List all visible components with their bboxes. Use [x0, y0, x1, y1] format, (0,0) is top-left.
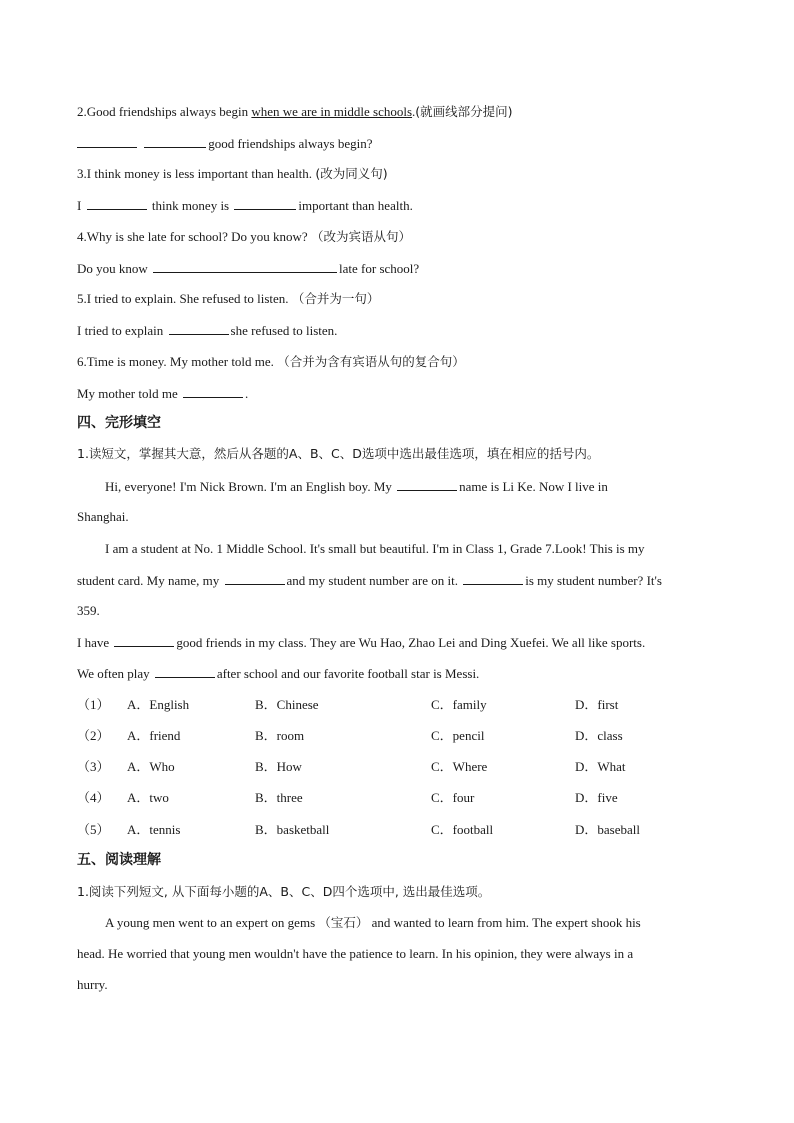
cloze-text: is my student number? It's [525, 573, 662, 588]
option-d[interactable]: D．five [575, 790, 618, 805]
option-number: （4） [77, 790, 110, 805]
q5-text: 5.I tried to explain. She refused to listen. [77, 291, 292, 306]
cloze-paragraph-2-line-1: I am a student at No. 1 Middle School. It's small but beautiful. I'm in Class 1, Grade 7.Look! This is my [105, 541, 645, 556]
cloze-blank-1[interactable] [397, 478, 457, 491]
cloze-paragraph-3-line-2 [77, 665, 479, 682]
cloze-paragraph-3-line-1 [77, 634, 645, 651]
question-6-answer [77, 385, 248, 402]
q2-underlined-phrase: when we are in middle schools [251, 104, 413, 119]
answer-blank[interactable] [153, 260, 337, 273]
option-number: （3） [77, 759, 110, 774]
q4-ans-b: late for school? [339, 261, 420, 276]
section-4-title: 四、完形填空 [77, 415, 161, 431]
option-a[interactable]: A．English [127, 697, 190, 712]
q3-note: (改为同义句) [315, 166, 388, 181]
answer-blank[interactable] [77, 135, 137, 148]
cloze-blank-3[interactable] [463, 572, 523, 585]
section-4-instruction: 1.读短文，掌握其大意，然后从各题的A、B、C、D选项中选出最佳选项，填在相应的括号内。 [77, 446, 600, 461]
answer-blank[interactable] [87, 197, 147, 210]
cloze-text: Hi, everyone! I'm Nick Brown. I'm an English boy. My [105, 479, 392, 494]
question-5 [77, 291, 379, 307]
cloze-paragraph-1-line-1 [105, 478, 608, 495]
option-c[interactable]: C．football [431, 822, 494, 837]
q2-suffix: . [412, 104, 416, 119]
reading-text: and wanted to learn from him. The expert shook his [368, 915, 641, 930]
option-c[interactable]: C．family [431, 697, 487, 712]
option-c[interactable]: C．pencil [431, 728, 485, 743]
cloze-blank-5[interactable] [155, 665, 215, 678]
question-4-answer [77, 260, 419, 277]
option-b[interactable]: B．Chinese [255, 697, 319, 712]
cloze-paragraph-1-line-2: Shanghai. [77, 509, 129, 524]
cloze-blank-4[interactable] [114, 634, 174, 647]
option-c[interactable]: C．Where [431, 759, 488, 774]
option-d[interactable]: D．first [575, 697, 619, 712]
q3-ans-b: think money is [151, 198, 230, 213]
q3-ans-a: I [77, 198, 82, 213]
cloze-text: name is Li Ke. Now I live in [459, 479, 608, 494]
q4-text: 4.Why is she late for school? Do you know? [77, 229, 311, 244]
q5-ans-b: she refused to listen. [230, 323, 338, 338]
q2-note: (就画线部分提问) [415, 104, 513, 119]
cloze-text: We often play [77, 666, 150, 681]
answer-blank[interactable] [169, 322, 229, 335]
q6-ans-b: . [245, 386, 249, 401]
q2-prefix: 2.Good friendships always begin [77, 104, 252, 119]
q6-text: 6.Time is money. My mother told me. [77, 354, 278, 369]
question-2 [77, 104, 513, 120]
option-number: （2） [77, 728, 110, 743]
option-a[interactable]: A．tennis [127, 822, 181, 837]
answer-blank[interactable] [183, 385, 243, 398]
option-b[interactable]: B．room [255, 728, 305, 743]
q5-note: （合并为一句） [291, 291, 380, 306]
option-d[interactable]: D．class [575, 728, 623, 743]
q2-answer-tail: good friendships always begin? [208, 136, 373, 151]
option-number: （1） [77, 697, 110, 712]
q3-ans-c: important than health. [298, 198, 413, 213]
option-b[interactable]: B．basketball [255, 822, 330, 837]
cloze-text: good friends in my class. They are Wu Hao, Zhao Lei and Ding Xuefei. We all like sports. [176, 635, 646, 650]
reading-paragraph-line-1 [105, 915, 641, 931]
cloze-blank-2[interactable] [225, 572, 285, 585]
cloze-text: I have [77, 635, 110, 650]
question-5-answer [77, 322, 337, 339]
answer-blank[interactable] [234, 197, 296, 210]
cloze-text: student card. My name, my [77, 573, 220, 588]
cloze-text: and my student number are on it. [286, 573, 458, 588]
section-5-title: 五、阅读理解 [77, 852, 161, 868]
cloze-paragraph-2-line-3: 359. [77, 603, 100, 618]
q4-note: （改为宾语从句） [310, 229, 411, 244]
question-3 [77, 166, 388, 182]
option-d[interactable]: D．baseball [575, 822, 640, 837]
option-b[interactable]: B．How [255, 759, 302, 774]
question-2-answer [77, 135, 373, 152]
question-4 [77, 229, 411, 245]
reading-note: （宝石） [318, 915, 369, 930]
option-a[interactable]: A．Who [127, 759, 175, 774]
option-a[interactable]: A．friend [127, 728, 181, 743]
question-3-answer [77, 197, 413, 214]
q5-ans-a: I tried to explain [77, 323, 164, 338]
option-a[interactable]: A．two [127, 790, 169, 805]
option-d[interactable]: D．What [575, 759, 626, 774]
option-b[interactable]: B．three [255, 790, 303, 805]
answer-blank[interactable] [144, 135, 206, 148]
cloze-paragraph-2-line-2 [77, 572, 662, 589]
reading-paragraph-line-2: head. He worried that young men wouldn't have the patience to learn. In his opinion, they were always in a [77, 946, 634, 961]
section-5-instruction: 1.阅读下列短文, 从下面每小题的A、B、C、D四个选项中, 选出最佳选项。 [77, 884, 491, 899]
q6-note: （合并为含有宾语从句的复合句） [277, 354, 465, 369]
option-number: （5） [77, 822, 110, 837]
question-6 [77, 354, 465, 370]
reading-paragraph-line-3: hurry. [77, 977, 108, 992]
q6-ans-a: My mother told me [77, 386, 178, 401]
q4-ans-a: Do you know [77, 261, 148, 276]
reading-text: A young men went to an expert on gems [105, 915, 319, 930]
cloze-text: after school and our favorite football star is Messi. [216, 666, 480, 681]
q3-text: 3.I think money is less important than health. [77, 166, 316, 181]
option-c[interactable]: C．four [431, 790, 475, 805]
